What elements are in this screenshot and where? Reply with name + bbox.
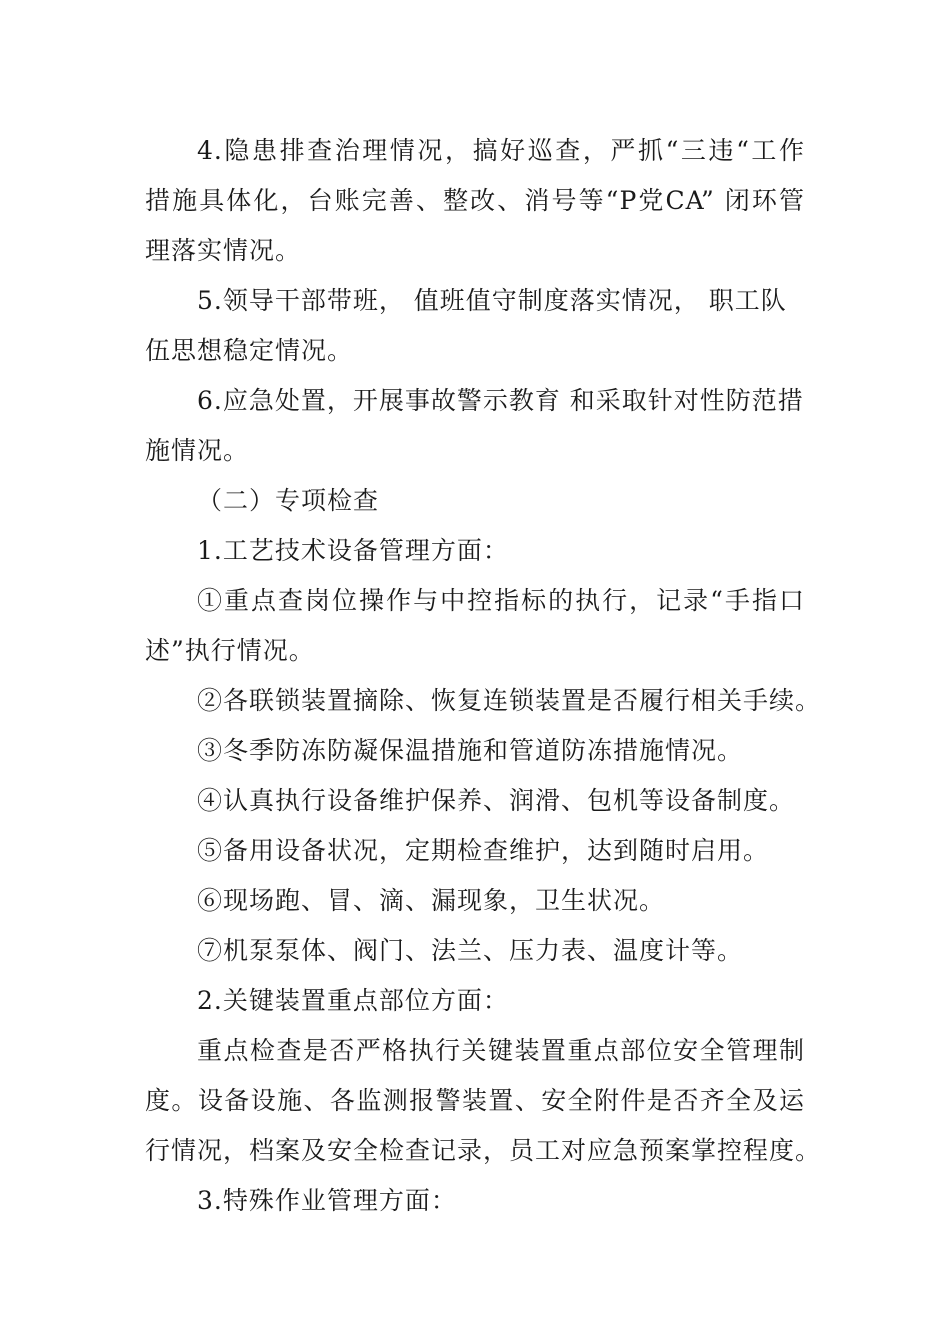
list-item: ④认真执行设备维护保养、润滑、包机等设备制度。 <box>197 786 796 815</box>
list-item: ⑥现场跑、冒、滴、漏现象，卫生状况。 <box>197 886 666 915</box>
paragraph-line: 伍思想稳定情况。 <box>145 336 354 365</box>
list-item: ⑤备用设备状况，定期检查维护，达到随时启用。 <box>197 836 770 865</box>
subsection-heading: 1.工艺技术设备管理方面： <box>197 536 509 565</box>
list-item: ②各联锁装置摘除、恢复连锁装置是否履行相关手续。 <box>197 686 822 715</box>
list-item: ③冬季防冻防凝保温措施和管道防冻措施情况。 <box>197 736 744 765</box>
paragraph-line: 度。设备设施、各监测报警装置、安全附件是否齐全及运 <box>145 1086 805 1115</box>
paragraph-line: 6.应急处置，开展事故警示教育 和采取针对性防范措 <box>197 386 804 415</box>
subsection-heading: 3.特殊作业管理方面： <box>197 1186 457 1215</box>
paragraph-line: 理落实情况。 <box>145 236 302 265</box>
paragraph-line: 4.隐患排查治理情况，搞好巡查，严抓“三违“工作 <box>197 136 805 165</box>
list-item: ①重点查岗位操作与中控指标的执行，记录“手指口 <box>197 586 805 615</box>
list-item: ⑦机泵泵体、阀门、法兰、压力表、温度计等。 <box>197 936 744 965</box>
paragraph-line: 措施具体化，台账完善、整改、消号等“P党CA” 闭环管 <box>145 186 805 215</box>
paragraph-line: 5.领导干部带班， 值班值守制度落实情况， 职工队 <box>197 286 787 315</box>
paragraph-line: 行情况，档案及安全检查记录，员工对应急预案掌控程度。 <box>145 1136 822 1165</box>
paragraph-line: 施情况。 <box>145 436 250 465</box>
subsection-heading: 2.关键装置重点部位方面： <box>197 986 509 1015</box>
paragraph-line: 重点检查是否严格执行关键装置重点部位安全管理制 <box>197 1036 805 1065</box>
list-item-continuation: 述”执行情况。 <box>145 636 315 665</box>
section-heading: （二）专项检查 <box>197 486 380 515</box>
